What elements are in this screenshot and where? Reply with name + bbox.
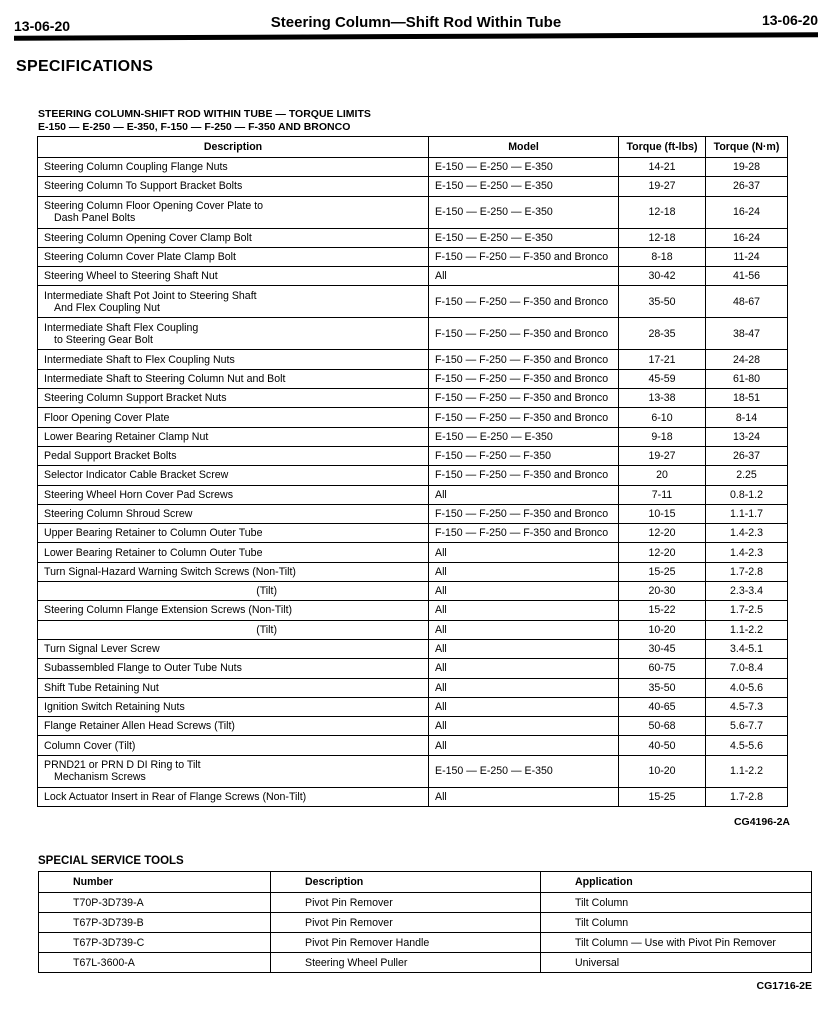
torque-nm-cell: 16-24: [706, 228, 788, 247]
table-row: [38, 697, 788, 716]
description-cell: [38, 524, 429, 543]
tool-application-cell: Tilt Column — Use with Pivot Pin Remover: [541, 933, 812, 953]
model-cell: All: [429, 601, 619, 620]
description-line: Steering Column To Support Bracket Bolts: [44, 180, 243, 193]
table-row: [38, 369, 788, 388]
tools-table-title: SPECIAL SERVICE TOOLS: [38, 855, 184, 867]
table-row: [38, 678, 788, 697]
table-row: [38, 247, 788, 266]
torque-nm-cell: 1.1-1.7: [706, 504, 788, 523]
torque-nm-cell: 1.7-2.8: [706, 562, 788, 581]
description-cell: [38, 717, 429, 736]
torque-ftlbs-cell: 13-38: [619, 389, 706, 408]
description-cell: [38, 286, 429, 318]
model-cell: F-150 — F-250 — F-350 and Bronco: [429, 350, 619, 369]
model-cell: F-150 — F-250 — F-350 and Bronco: [429, 318, 619, 350]
table-row: [38, 485, 788, 504]
model-cell: All: [429, 485, 619, 504]
torque-nm-cell: 26-37: [706, 446, 788, 465]
table-row: [38, 286, 788, 318]
table-row: [38, 427, 788, 446]
torque-ftlbs-cell: 15-25: [619, 562, 706, 581]
table-row: [38, 389, 788, 408]
table-row: [38, 639, 788, 658]
model-cell: E-150 — E-250 — E-350: [429, 228, 619, 247]
description-cell: [38, 543, 429, 562]
description-line: Lower Bearing Retainer Clamp Nut: [44, 430, 209, 443]
model-cell: F-150 — F-250 — F-350 and Bronco: [429, 524, 619, 543]
tool-application-cell: Tilt Column: [541, 893, 812, 913]
figure-reference-code: CG1716-2E: [756, 980, 812, 992]
table-row: [38, 562, 788, 581]
model-cell: F-150 — F-250 — F-350 and Bronco: [429, 369, 619, 388]
column-header-torque-ftlbs: Torque (ft-lbs): [619, 137, 706, 158]
model-cell: All: [429, 736, 619, 755]
tool-description-cell: Steering Wheel Puller: [271, 953, 541, 973]
torque-ftlbs-cell: 9-18: [619, 427, 706, 446]
description-line-continued: And Flex Coupling Nut: [54, 301, 160, 314]
tool-description-cell: Pivot Pin Remover: [271, 913, 541, 933]
description-line: PRND21 or PRN D DI Ring to Tilt: [44, 759, 201, 772]
model-cell: F-150 — F-250 — F-350: [429, 446, 619, 465]
page-title: Steering Column—Shift Rod Within Tube: [270, 14, 562, 31]
torque-nm-cell: 61-80: [706, 369, 788, 388]
torque-ftlbs-cell: 10-20: [619, 620, 706, 639]
torque-ftlbs-cell: 35-50: [619, 286, 706, 318]
table-row: [38, 755, 788, 787]
table-row: [38, 659, 788, 678]
table-row: [38, 196, 788, 228]
torque-ftlbs-cell: 10-15: [619, 504, 706, 523]
model-cell: All: [429, 639, 619, 658]
table-row: [38, 318, 788, 350]
table-row: [38, 601, 788, 620]
section-title: SPECIFICATIONS: [16, 58, 154, 75]
torque-ftlbs-cell: 30-42: [619, 267, 706, 286]
model-cell: F-150 — F-250 — F-350 and Bronco: [429, 247, 619, 266]
torque-nm-cell: 24-28: [706, 350, 788, 369]
model-cell: F-150 — F-250 — F-350 and Bronco: [429, 504, 619, 523]
torque-nm-cell: 5.6-7.7: [706, 717, 788, 736]
description-line-continued: Dash Panel Bolts: [54, 212, 136, 225]
torque-nm-cell: 3.4-5.1: [706, 639, 788, 658]
description-line: Lower Bearing Retainer to Column Outer Tube: [44, 546, 263, 559]
table-row: [38, 408, 788, 427]
table-row: [38, 787, 788, 806]
column-header-description: Description: [271, 872, 541, 893]
torque-ftlbs-cell: 50-68: [619, 717, 706, 736]
torque-nm-cell: 41-56: [706, 267, 788, 286]
model-cell: All: [429, 562, 619, 581]
column-header-number: Number: [39, 872, 271, 893]
description-line: Intermediate Shaft to Flex Coupling Nuts: [44, 353, 235, 366]
description-line: Intermediate Shaft Flex Coupling: [44, 321, 199, 334]
torque-nm-cell: 4.5-5.6: [706, 736, 788, 755]
description-line: Steering Column Coupling Flange Nuts: [44, 161, 228, 174]
description-line: Steering Column Support Bracket Nuts: [44, 392, 227, 405]
description-cell: [38, 247, 429, 266]
description-line: Intermediate Shaft to Steering Column Nut and Bolt: [44, 372, 286, 385]
description-line: Steering Column Flange Extension Screws (Non-Tilt): [44, 604, 293, 617]
torque-nm-cell: 26-37: [706, 177, 788, 196]
description-line: Lock Actuator Insert in Rear of Flange Screws (Non-Tilt): [44, 790, 307, 803]
torque-nm-cell: 48-67: [706, 286, 788, 318]
description-cell: [38, 504, 429, 523]
description-cell: [38, 466, 429, 485]
model-cell: All: [429, 787, 619, 806]
tool-number-cell: T67L-3600-A: [39, 953, 271, 973]
model-cell: F-150 — F-250 — F-350 and Bronco: [429, 389, 619, 408]
torque-nm-cell: 0.8-1.2: [706, 485, 788, 504]
torque-nm-cell: 2.25: [706, 466, 788, 485]
table-row: [38, 736, 788, 755]
torque-ftlbs-cell: 28-35: [619, 318, 706, 350]
tool-number-cell: T67P-3D739-B: [39, 913, 271, 933]
column-header-torque-nm: Torque (N·m): [706, 137, 788, 158]
torque-ftlbs-cell: 19-27: [619, 177, 706, 196]
model-cell: All: [429, 678, 619, 697]
description-line: Floor Opening Cover Plate: [44, 411, 170, 424]
tool-description-cell: Pivot Pin Remover: [271, 893, 541, 913]
table-row: [38, 504, 788, 523]
torque-ftlbs-cell: 40-50: [619, 736, 706, 755]
description-cell: [38, 787, 429, 806]
description-line: Shift Tube Retaining Nut: [44, 681, 159, 694]
description-cell: [38, 158, 429, 177]
torque-ftlbs-cell: 8-18: [619, 247, 706, 266]
tool-number-cell: T67P-3D739-C: [39, 933, 271, 953]
description-cell: [38, 485, 429, 504]
torque-nm-cell: 1.7-2.8: [706, 787, 788, 806]
torque-table-subtitle: E-150 — E-250 — E-350, F-150 — F-250 — F-350 AND BRONCO: [38, 121, 351, 133]
model-cell: All: [429, 582, 619, 601]
torque-ftlbs-cell: 20: [619, 466, 706, 485]
torque-table-title: STEERING COLUMN-SHIFT ROD WITHIN TUBE — TORQUE LIMITS: [38, 108, 371, 120]
model-cell: All: [429, 697, 619, 716]
description-line: Column Cover (Tilt): [44, 739, 136, 752]
description-cell: [38, 659, 429, 678]
tool-description-cell: Pivot Pin Remover Handle: [271, 933, 541, 953]
torque-ftlbs-cell: 12-20: [619, 543, 706, 562]
model-cell: E-150 — E-250 — E-350: [429, 196, 619, 228]
torque-nm-cell: 13-24: [706, 427, 788, 446]
torque-nm-cell: 1.4-2.3: [706, 524, 788, 543]
description-cell: [38, 267, 429, 286]
tool-number-cell: T70P-3D739-A: [39, 893, 271, 913]
torque-nm-cell: 1.4-2.3: [706, 543, 788, 562]
description-line: Steering Column Cover Plate Clamp Bolt: [44, 251, 236, 264]
torque-nm-cell: 1.1-2.2: [706, 755, 788, 787]
description-cell: [38, 697, 429, 716]
torque-ftlbs-cell: 20-30: [619, 582, 706, 601]
model-cell: All: [429, 543, 619, 562]
description-cell: [38, 601, 429, 620]
model-cell: All: [429, 717, 619, 736]
model-cell: F-150 — F-250 — F-350 and Bronco: [429, 408, 619, 427]
description-cell: [38, 736, 429, 755]
model-cell: F-150 — F-250 — F-350 and Bronco: [429, 466, 619, 485]
model-cell: F-150 — F-250 — F-350 and Bronco: [429, 286, 619, 318]
description-line-continued: to Steering Gear Bolt: [54, 333, 153, 346]
table-row: [39, 953, 812, 973]
tool-application-cell: Universal: [541, 953, 812, 973]
torque-ftlbs-cell: 12-20: [619, 524, 706, 543]
torque-ftlbs-cell: 15-25: [619, 787, 706, 806]
description-line: Turn Signal-Hazard Warning Switch Screws (Non-Tilt): [44, 565, 296, 578]
model-cell: All: [429, 620, 619, 639]
torque-nm-cell: 8-14: [706, 408, 788, 427]
description-cell: [38, 446, 429, 465]
description-line: Steering Column Opening Cover Clamp Bolt: [44, 231, 252, 244]
table-row: [38, 582, 788, 601]
torque-nm-cell: 4.0-5.6: [706, 678, 788, 697]
torque-ftlbs-cell: 14-21: [619, 158, 706, 177]
table-row: [38, 228, 788, 247]
description-line: Steering Column Shroud Screw: [44, 508, 193, 520]
description-cell: [38, 755, 429, 787]
description-line: Intermediate Shaft Pot Joint to Steering Shaft: [44, 289, 257, 302]
description-line: Upper Bearing Retainer to Column Outer Tube: [44, 527, 263, 540]
description-line: Steering Column Floor Opening Cover Plate to: [44, 200, 264, 213]
model-cell: E-150 — E-250 — E-350: [429, 158, 619, 177]
torque-nm-cell: 1.1-2.2: [706, 620, 788, 639]
table-row: [38, 620, 788, 639]
column-header-description: Description: [38, 137, 429, 158]
torque-nm-cell: 16-24: [706, 196, 788, 228]
table-row: [39, 893, 812, 913]
torque-ftlbs-cell: 45-59: [619, 369, 706, 388]
description-line: Steering Wheel to Steering Shaft Nut: [44, 270, 218, 283]
description-cell: [38, 196, 429, 228]
torque-ftlbs-cell: 10-20: [619, 755, 706, 787]
torque-nm-cell: 19-28: [706, 158, 788, 177]
table-row: [39, 933, 812, 953]
description-cell: [38, 369, 429, 388]
table-row: [38, 267, 788, 286]
description-cell: [38, 177, 429, 196]
description-line: Flange Retainer Allen Head Screws (Tilt): [44, 720, 235, 733]
torque-ftlbs-cell: 30-45: [619, 639, 706, 658]
torque-nm-cell: 2.3-3.4: [706, 582, 788, 601]
description-line: Turn Signal Lever Screw: [44, 643, 160, 656]
description-line: Selector Indicator Cable Bracket Screw: [44, 469, 229, 482]
description-cell: [38, 318, 429, 350]
description-line: Ignition Switch Retaining Nuts: [44, 700, 185, 713]
torque-limits-table: [37, 136, 788, 807]
table-row: [38, 158, 788, 177]
torque-ftlbs-cell: 12-18: [619, 228, 706, 247]
table-row: [39, 913, 812, 933]
table-row: [38, 543, 788, 562]
table-row: [38, 717, 788, 736]
description-cell: [38, 620, 429, 639]
table-row: [38, 524, 788, 543]
torque-nm-cell: 18-51: [706, 389, 788, 408]
description-line: Pedal Support Bracket Bolts: [44, 450, 177, 463]
model-cell: E-150 — E-250 — E-350: [429, 177, 619, 196]
torque-nm-cell: 7.0-8.4: [706, 659, 788, 678]
description-cell: [38, 408, 429, 427]
description-cell: [38, 427, 429, 446]
table-header-row: [38, 137, 788, 158]
model-cell: All: [429, 267, 619, 286]
model-cell: E-150 — E-250 — E-350: [429, 755, 619, 787]
torque-ftlbs-cell: 40-65: [619, 697, 706, 716]
special-service-tools-table: [38, 871, 812, 973]
table-row: [38, 446, 788, 465]
torque-nm-cell: 4.5-7.3: [706, 697, 788, 716]
table-row: [38, 177, 788, 196]
torque-nm-cell: 1.7-2.5: [706, 601, 788, 620]
table-header-row: [39, 872, 812, 893]
table-row: [38, 466, 788, 485]
model-cell: All: [429, 659, 619, 678]
description-cell: [38, 228, 429, 247]
column-header-model: Model: [429, 137, 619, 158]
description-cell: [38, 639, 429, 658]
description-cell: [38, 582, 429, 601]
tool-application-cell: Tilt Column: [541, 913, 812, 933]
page-number-left: 13-06-20: [14, 18, 71, 34]
torque-ftlbs-cell: 15-22: [619, 601, 706, 620]
description-line: Steering Wheel Horn Cover Pad Screws: [44, 488, 234, 501]
description-line: Subassembled Flange to Outer Tube Nuts: [44, 662, 242, 675]
column-header-application: Application: [541, 872, 812, 893]
torque-ftlbs-cell: 35-50: [619, 678, 706, 697]
torque-ftlbs-cell: 60-75: [619, 659, 706, 678]
description-cell: [38, 562, 429, 581]
table-row: [38, 350, 788, 369]
description-cell: [38, 350, 429, 369]
torque-ftlbs-cell: 19-27: [619, 446, 706, 465]
description-cell: [38, 389, 429, 408]
tilt-variant-label: (Tilt): [256, 585, 277, 598]
torque-nm-cell: 11-24: [706, 247, 788, 266]
torque-ftlbs-cell: 17-21: [619, 350, 706, 369]
page-number-right: 13-06-20: [761, 12, 818, 28]
tilt-variant-label: (Tilt): [256, 623, 277, 636]
torque-ftlbs-cell: 12-18: [619, 196, 706, 228]
figure-reference-code: CG4196-2A: [733, 816, 790, 828]
description-cell: [38, 678, 429, 697]
torque-ftlbs-cell: 6-10: [619, 408, 706, 427]
torque-ftlbs-cell: 7-11: [619, 485, 706, 504]
torque-nm-cell: 38-47: [706, 318, 788, 350]
model-cell: E-150 — E-250 — E-350: [429, 427, 619, 446]
description-line-continued: Mechanism Screws: [54, 771, 146, 784]
